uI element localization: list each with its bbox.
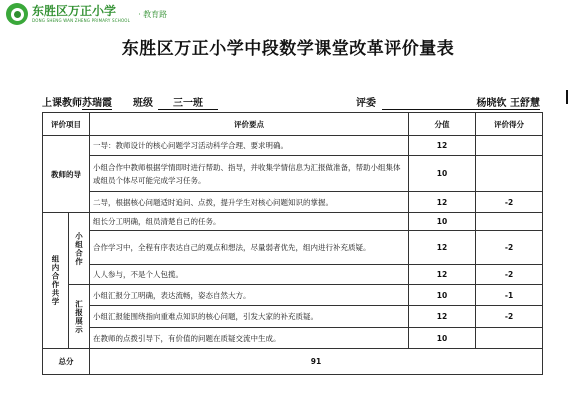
table-row (43, 285, 543, 306)
row-value: 10 (409, 213, 476, 231)
judges-value: 杨晓钦 王舒慧 (382, 94, 540, 110)
page-title: 东胜区万正小学中段数学课堂改革评价量表 (121, 39, 455, 59)
school-name-logo: 东胜区万正小学 (32, 4, 117, 18)
header-score: 评价得分 (476, 113, 543, 136)
table-row (43, 213, 543, 231)
row-value: 10 (409, 285, 476, 306)
row-value: 10 (409, 156, 476, 192)
table-row (43, 231, 543, 265)
row-point: 二导，根据核心问题适时追问、点拨，提升学生对核心问题知识的掌握。 (90, 192, 409, 213)
row-value: 12 (409, 306, 476, 328)
row-point: 人人参与，不是个人包揽。 (90, 265, 409, 285)
row-value: 12 (409, 192, 476, 213)
row-value: 12 (409, 231, 476, 265)
table-row (43, 328, 543, 349)
total-row (43, 349, 543, 375)
evaluation-table (42, 112, 543, 375)
row-score: -2 (476, 231, 543, 265)
total-label: 总分 (43, 349, 90, 375)
class-value: 三一班 (158, 94, 218, 110)
table-row (43, 156, 543, 192)
row-score: -2 (476, 192, 543, 213)
header-item: 评价项目 (43, 113, 90, 136)
row-value: 12 (409, 265, 476, 285)
teacher-field (42, 94, 112, 110)
row-point: 小组汇报分工明确，表达流畅，姿态自然大方。 (90, 285, 409, 306)
school-english-name: DONG SHENG WAN ZHENG PRIMARY SCHOOL (32, 18, 131, 23)
school-emblem-icon (6, 3, 28, 25)
row-score (476, 156, 543, 192)
group-teacher-guide: 教师的导 (43, 136, 90, 213)
row-point: 组长分工明确，组员清楚自己的任务。 (90, 213, 409, 231)
header-point: 评价要点 (90, 113, 409, 136)
row-point: 小组汇报能围绕指向重难点知识的核心问题，引发大家的补充质疑。 (90, 306, 409, 328)
row-score (476, 328, 543, 349)
row-point: 一导：教师设计的核心问题学习活动科学合理、要求明确。 (90, 136, 409, 156)
total-value: 91 (90, 349, 543, 375)
row-score: -1 (476, 285, 543, 306)
table-row (43, 136, 543, 156)
row-score: -2 (476, 306, 543, 328)
row-value: 10 (409, 328, 476, 349)
text-cursor (566, 90, 568, 104)
row-score: -2 (476, 265, 543, 285)
row-score (476, 136, 543, 156)
judges-label: 评委 (356, 98, 376, 109)
row-point: 小组合作中教师根据学情即时进行帮助、指导，并收集学情信息为汇报做准备，帮助小组集体或组员个体尽可能完成学习任务。 (90, 156, 409, 192)
info-line (0, 94, 576, 114)
school-logo (6, 3, 167, 25)
table-row (43, 265, 543, 285)
row-score (476, 213, 543, 231)
row-point: 合作学习中，全程有序表达自己的观点和想法，尽量弱者优先，组内进行补充质疑。 (90, 231, 409, 265)
subgroup-report: 汇报展示 (69, 285, 90, 349)
row-value: 12 (409, 136, 476, 156)
table-row (43, 306, 543, 328)
subgroup-small-group: 小组合作 (69, 213, 90, 285)
row-point: 在教师的点拨引导下，有价值的问题在质疑交流中生成。 (90, 328, 409, 349)
table-header-row (43, 113, 543, 136)
group-cooperation: 组内合作共学 (43, 213, 69, 349)
teacher-label: 上课教师 (42, 98, 82, 109)
teacher-name: 苏瑞霞 (82, 94, 112, 110)
table-row (43, 192, 543, 213)
logo-tagline: · 教育路 (138, 9, 168, 19)
class-label: 班级 (133, 98, 153, 109)
header-value: 分值 (409, 113, 476, 136)
